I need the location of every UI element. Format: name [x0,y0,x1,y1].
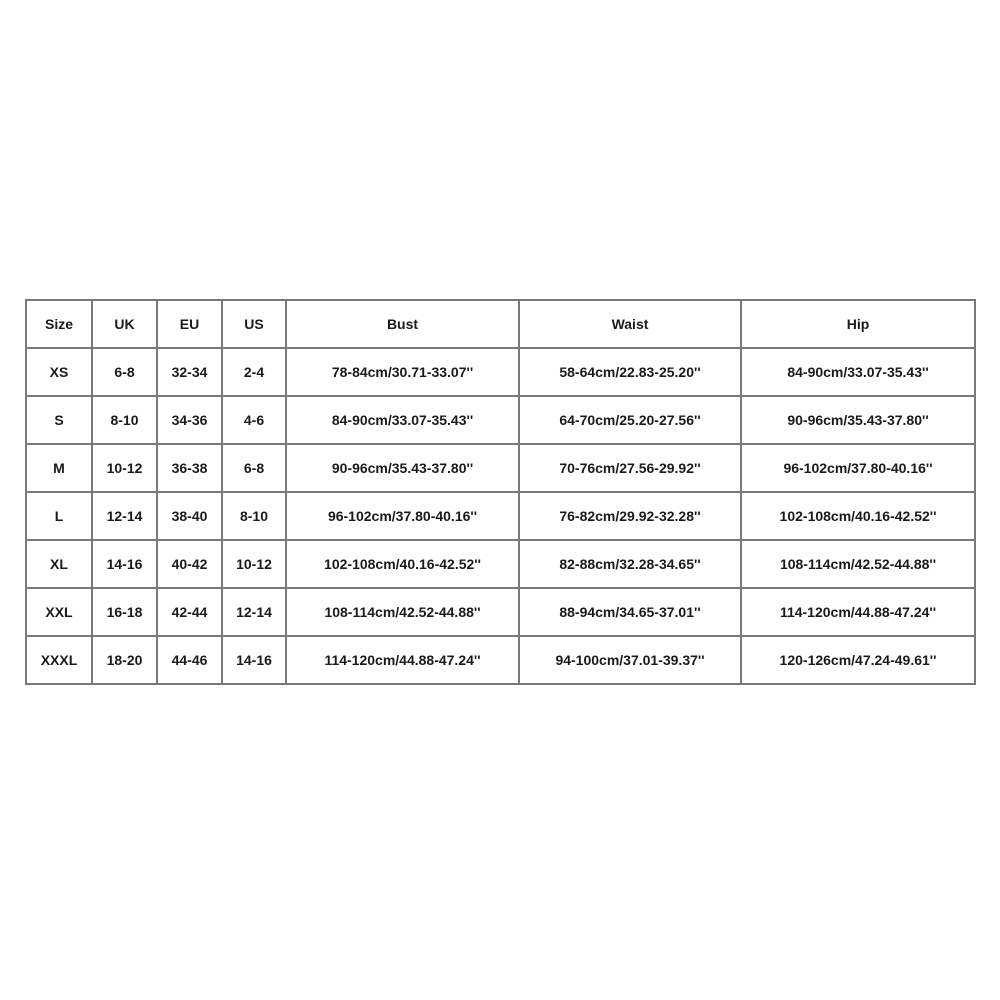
table-cell: 14-16 [222,636,286,684]
table-cell: 102-108cm/40.16-42.52'' [286,540,519,588]
table-row [26,588,975,636]
table-cell: XL [26,540,92,588]
table-cell: XXL [26,588,92,636]
table-cell: 36-38 [157,444,222,492]
table-cell: 108-114cm/42.52-44.88'' [741,540,975,588]
table-cell: XS [26,348,92,396]
table-cell: 84-90cm/33.07-35.43'' [286,396,519,444]
table-cell: 88-94cm/34.65-37.01'' [519,588,741,636]
table-row [26,348,975,396]
table-cell: 44-46 [157,636,222,684]
table-cell: 90-96cm/35.43-37.80'' [286,444,519,492]
header-cell: Hip [741,300,975,348]
header-row [26,300,975,348]
table-cell: 114-120cm/44.88-47.24'' [741,588,975,636]
table-cell: 90-96cm/35.43-37.80'' [741,396,975,444]
table-cell: 18-20 [92,636,157,684]
table-cell: 32-34 [157,348,222,396]
table-cell: 6-8 [92,348,157,396]
table-cell: 34-36 [157,396,222,444]
table-cell: 10-12 [222,540,286,588]
table-cell: XXXL [26,636,92,684]
table-cell: 14-16 [92,540,157,588]
table-cell: 96-102cm/37.80-40.16'' [741,444,975,492]
table-cell: 82-88cm/32.28-34.65'' [519,540,741,588]
header-cell: Size [26,300,92,348]
table-cell: S [26,396,92,444]
table-cell: 10-12 [92,444,157,492]
table-cell: 64-70cm/25.20-27.56'' [519,396,741,444]
table-row [26,444,975,492]
size-chart-table [25,299,976,685]
table-cell: 108-114cm/42.52-44.88'' [286,588,519,636]
table-cell: 16-18 [92,588,157,636]
table-cell: 78-84cm/30.71-33.07'' [286,348,519,396]
header-cell: US [222,300,286,348]
table-cell: 38-40 [157,492,222,540]
table-cell: 6-8 [222,444,286,492]
header-cell: Waist [519,300,741,348]
table-row [26,636,975,684]
table-cell: M [26,444,92,492]
table-cell: 102-108cm/40.16-42.52'' [741,492,975,540]
table-row [26,492,975,540]
table-cell: 8-10 [222,492,286,540]
table-cell: 114-120cm/44.88-47.24'' [286,636,519,684]
table-cell: 12-14 [92,492,157,540]
table-cell: 42-44 [157,588,222,636]
table-cell: 2-4 [222,348,286,396]
table-cell: 8-10 [92,396,157,444]
table-cell: 76-82cm/29.92-32.28'' [519,492,741,540]
table-cell: 58-64cm/22.83-25.20'' [519,348,741,396]
table-cell: 96-102cm/37.80-40.16'' [286,492,519,540]
header-cell: UK [92,300,157,348]
table-cell: 70-76cm/27.56-29.92'' [519,444,741,492]
table-cell: 84-90cm/33.07-35.43'' [741,348,975,396]
table-cell: 4-6 [222,396,286,444]
table-cell: L [26,492,92,540]
table-cell: 12-14 [222,588,286,636]
table-row [26,540,975,588]
table-cell: 94-100cm/37.01-39.37'' [519,636,741,684]
header-cell: Bust [286,300,519,348]
size-chart-body [26,348,975,684]
size-chart-header [26,300,975,348]
header-cell: EU [157,300,222,348]
table-row [26,396,975,444]
table-cell: 40-42 [157,540,222,588]
table-cell: 120-126cm/47.24-49.61'' [741,636,975,684]
